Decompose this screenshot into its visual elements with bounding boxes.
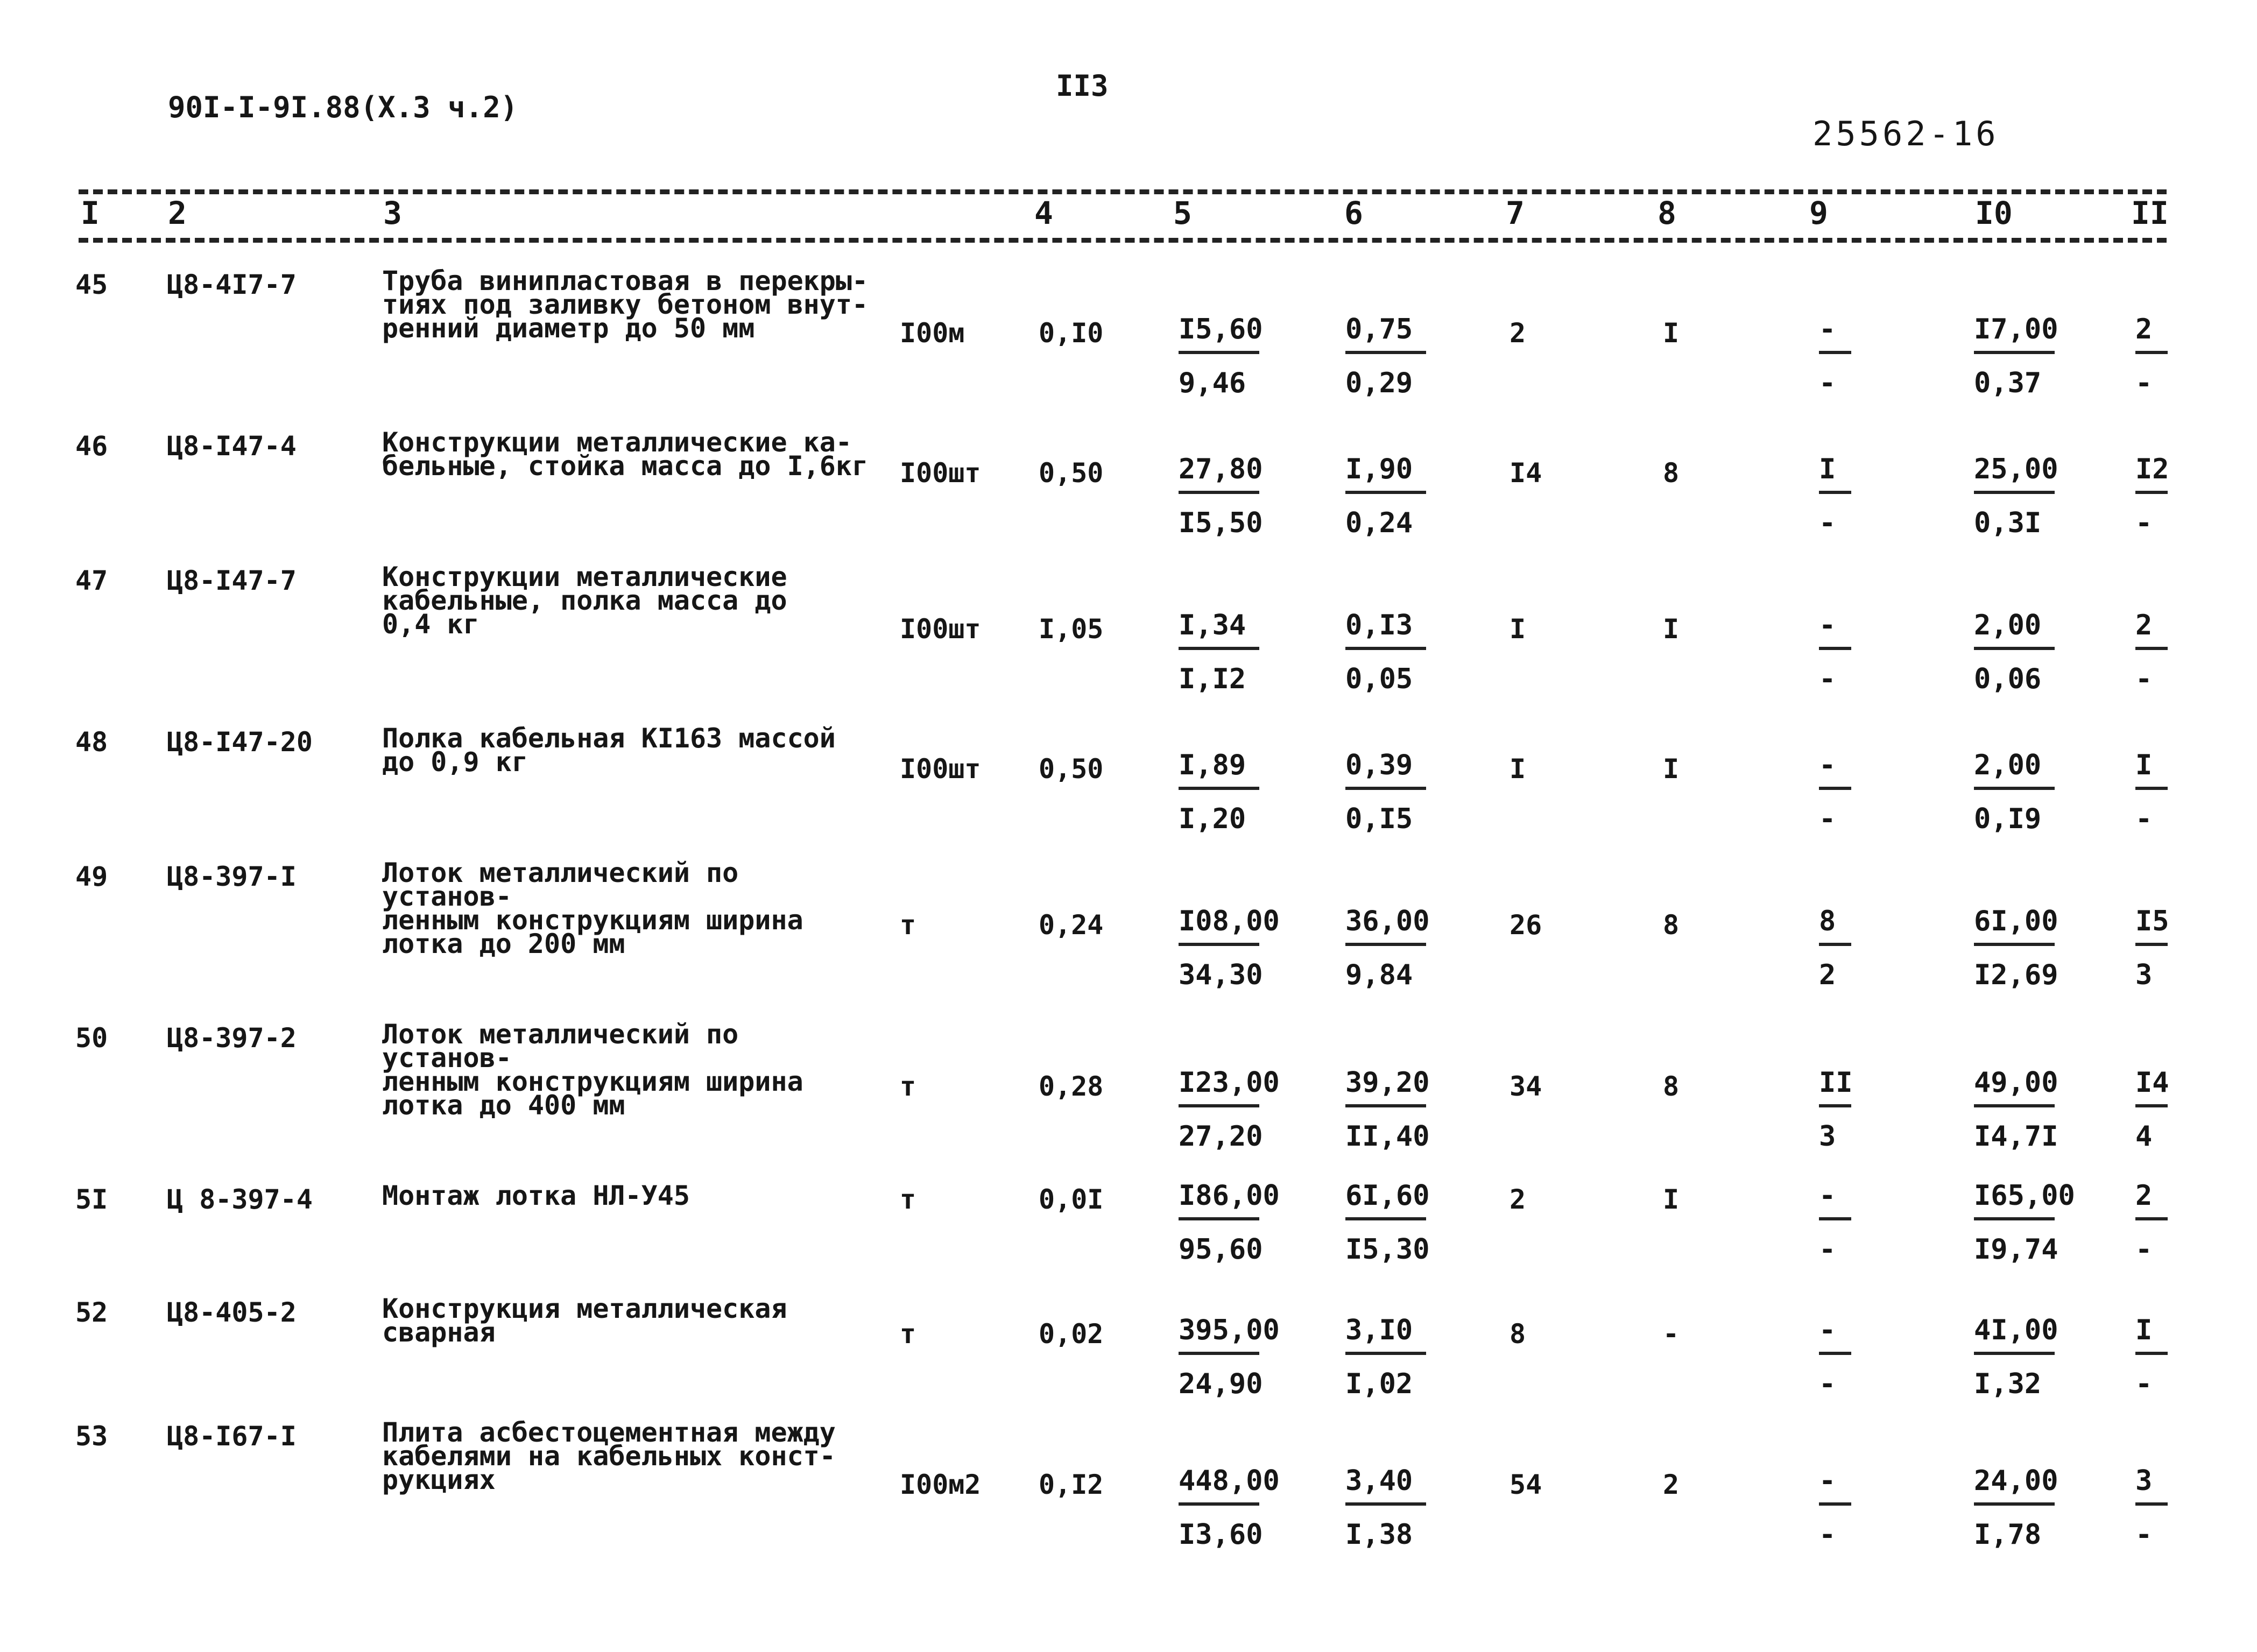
- total-cost: [1974, 905, 2058, 991]
- page-number: II3: [1056, 69, 1109, 103]
- total-cost-denominator: I,32: [1974, 1368, 2042, 1400]
- col11-value-numerator: I: [2135, 749, 2153, 781]
- fraction-bar: [1819, 943, 1851, 946]
- work-description: Полка кабельная КI163 массой до 0,9 кг: [382, 723, 836, 778]
- total-cost: [1974, 453, 2058, 539]
- col11-value-denominator: -: [2135, 1233, 2153, 1266]
- fraction-bar: [1974, 943, 2055, 946]
- wages-per-unit-numerator: I,90: [1345, 453, 1413, 485]
- work-description: Монтаж лотка НЛ-У45: [382, 1180, 690, 1211]
- wages-per-unit: [1345, 313, 1426, 399]
- col11-value-denominator: 4: [2135, 1120, 2153, 1153]
- cost-per-unit-numerator: I,34: [1179, 609, 1246, 641]
- fraction-bar: [1179, 1502, 1259, 1506]
- cost-per-unit-denominator: 24,90: [1179, 1368, 1263, 1400]
- col8-value: 8: [1663, 457, 1680, 489]
- col8-value: -: [1663, 1318, 1680, 1350]
- wages-per-unit: [1345, 609, 1426, 695]
- fraction-bar: [1179, 1104, 1259, 1107]
- cost-per-unit: [1179, 1067, 1280, 1153]
- quantity: I,05: [1039, 613, 1104, 645]
- total-cost-denominator: 0,06: [1974, 663, 2042, 695]
- col9-value-denominator: 3: [1819, 1120, 1836, 1153]
- wages-per-unit-denominator: 0,29: [1345, 367, 1413, 399]
- fraction-bar: [1819, 787, 1851, 790]
- total-cost: [1974, 1180, 2075, 1266]
- total-cost: [1974, 1465, 2058, 1551]
- row-number: 53: [75, 1421, 108, 1452]
- col11-value-denominator: -: [2135, 367, 2153, 399]
- wages-per-unit-denominator: 0,I5: [1345, 803, 1413, 835]
- col9-value-denominator: -: [1819, 367, 1836, 399]
- col9-value-denominator: -: [1819, 803, 1836, 835]
- fraction-bar: [1179, 1352, 1259, 1355]
- wages-per-unit-numerator: 3,I0: [1345, 1314, 1413, 1346]
- col11-value-numerator: 3: [2135, 1465, 2153, 1497]
- cost-per-unit-denominator: I5,50: [1179, 507, 1263, 539]
- wages-per-unit: [1345, 1465, 1426, 1551]
- fraction-bar: [1179, 351, 1259, 354]
- col9-value-numerator: -: [1819, 313, 1836, 345]
- total-cost: [1974, 1067, 2058, 1153]
- col9-value-denominator: -: [1819, 1519, 1836, 1551]
- column-number-1: I: [81, 195, 100, 231]
- work-description: Конструкции металлические кабельные, полка масса до 0,4 кг: [382, 561, 787, 640]
- col7-value: I: [1510, 613, 1526, 645]
- fraction-bar: [1974, 647, 2055, 650]
- cost-per-unit: [1179, 609, 1259, 695]
- rate-code: Ц8-I47-4: [167, 430, 297, 462]
- cost-per-unit-numerator: 395,00: [1179, 1314, 1280, 1346]
- fraction-bar: [1179, 787, 1259, 790]
- cost-per-unit-denominator: I3,60: [1179, 1519, 1263, 1551]
- row-number: 52: [75, 1297, 108, 1328]
- col11-value: [2135, 749, 2168, 835]
- fraction-bar: [1819, 1352, 1851, 1355]
- cost-per-unit-denominator: 95,60: [1179, 1233, 1263, 1266]
- fraction-bar: [1179, 943, 1259, 946]
- wages-per-unit: [1345, 749, 1426, 835]
- col11-value: [2135, 609, 2168, 695]
- col11-value: [2135, 1314, 2168, 1400]
- col11-value-numerator: I5: [2135, 905, 2169, 937]
- cost-per-unit-denominator: I,I2: [1179, 663, 1246, 695]
- cost-per-unit-denominator: 27,20: [1179, 1120, 1263, 1153]
- quantity: 0,50: [1039, 457, 1104, 489]
- col9-value-numerator: -: [1819, 1180, 1836, 1212]
- col11-value-denominator: -: [2135, 1368, 2153, 1400]
- row-number: 50: [75, 1022, 108, 1054]
- cost-per-unit: [1179, 749, 1259, 835]
- unit-of-measure: т: [900, 1184, 916, 1215]
- wages-per-unit-denominator: I5,30: [1345, 1233, 1430, 1266]
- column-number-9: 9: [1809, 195, 1828, 231]
- total-cost-numerator: 6I,00: [1974, 905, 2058, 937]
- col11-value: [2135, 453, 2169, 539]
- col9-value-denominator: -: [1819, 507, 1836, 539]
- column-number-4: 4: [1034, 195, 1053, 231]
- fraction-bar: [1819, 351, 1851, 354]
- fraction-bar: [1345, 1217, 1426, 1220]
- column-number-5: 5: [1173, 195, 1192, 231]
- col7-value: I4: [1510, 457, 1542, 489]
- col9-value-denominator: -: [1819, 663, 1836, 695]
- cost-per-unit-denominator: 34,30: [1179, 959, 1263, 991]
- col8-value: 8: [1663, 1071, 1680, 1102]
- col8-value: I: [1663, 317, 1680, 349]
- col9-value: [1819, 1067, 1853, 1153]
- quantity: 0,02: [1039, 1318, 1104, 1350]
- total-cost-numerator: 49,00: [1974, 1067, 2058, 1099]
- col7-value: 2: [1510, 1184, 1526, 1215]
- unit-of-measure: I00м: [900, 317, 965, 349]
- fraction-bar: [1974, 351, 2055, 354]
- work-description: Конструкция металлическая сварная: [382, 1293, 787, 1348]
- col11-value-denominator: 3: [2135, 959, 2153, 991]
- col11-value-denominator: -: [2135, 663, 2153, 695]
- col7-value: 2: [1510, 317, 1526, 349]
- cost-per-unit-numerator: 448,00: [1179, 1465, 1280, 1497]
- col11-value-denominator: -: [2135, 507, 2153, 539]
- cost-per-unit-numerator: 27,80: [1179, 453, 1263, 485]
- col9-value: [1819, 453, 1851, 539]
- wages-per-unit: [1345, 905, 1430, 991]
- cost-per-unit-denominator: 9,46: [1179, 367, 1246, 399]
- col9-value-denominator: -: [1819, 1233, 1836, 1266]
- quantity: 0,0I: [1039, 1184, 1104, 1215]
- col8-value: 8: [1663, 909, 1680, 941]
- wages-per-unit-denominator: II,40: [1345, 1120, 1430, 1153]
- fraction-bar: [1819, 647, 1851, 650]
- col8-value: I: [1663, 753, 1680, 785]
- unit-of-measure: т: [900, 1071, 916, 1102]
- fraction-bar: [1179, 647, 1259, 650]
- work-description: Лоток металлический по установ- ленным конструкциям ширина лотка до 400 мм: [382, 1019, 803, 1121]
- rate-code: Ц8-4I7-7: [167, 269, 297, 300]
- total-cost: [1974, 1314, 2058, 1400]
- cost-per-unit-numerator: I,89: [1179, 749, 1246, 781]
- work-description: Конструкции металлические ка- бельные, стойка масса до I,6кг: [382, 427, 869, 482]
- col9-value-numerator: -: [1819, 1314, 1836, 1346]
- col9-value-numerator: I: [1819, 453, 1836, 485]
- fraction-bar: [1819, 491, 1851, 494]
- wages-per-unit: [1345, 453, 1426, 539]
- unit-of-measure: I00шт: [900, 753, 981, 785]
- fraction-bar: [2135, 491, 2168, 494]
- cost-per-unit: [1179, 905, 1280, 991]
- total-cost-numerator: I7,00: [1974, 313, 2058, 345]
- cost-per-unit: [1179, 1180, 1280, 1266]
- wages-per-unit: [1345, 1314, 1426, 1400]
- wages-per-unit-numerator: 0,I3: [1345, 609, 1413, 641]
- quantity: 0,I2: [1039, 1469, 1104, 1500]
- total-cost-numerator: 24,00: [1974, 1465, 2058, 1497]
- col7-value: I: [1510, 753, 1526, 785]
- fraction-bar: [1819, 1104, 1851, 1107]
- fraction-bar: [1179, 491, 1259, 494]
- fraction-bar: [1819, 1217, 1851, 1220]
- wages-per-unit-denominator: I,02: [1345, 1368, 1413, 1400]
- cost-per-unit-numerator: I5,60: [1179, 313, 1263, 345]
- unit-of-measure: I00шт: [900, 457, 981, 489]
- row-number: 5I: [75, 1184, 108, 1215]
- fraction-bar: [2135, 1352, 2168, 1355]
- rate-code: Ц 8-397-4: [167, 1184, 313, 1215]
- fraction-bar: [2135, 351, 2168, 354]
- col11-value-numerator: I4: [2135, 1067, 2169, 1099]
- fraction-bar: [1974, 491, 2055, 494]
- unit-of-measure: т: [900, 1318, 916, 1350]
- col11-value: [2135, 313, 2168, 399]
- cost-per-unit-numerator: I86,00: [1179, 1180, 1280, 1212]
- fraction-bar: [1345, 491, 1426, 494]
- wages-per-unit-numerator: 39,20: [1345, 1067, 1430, 1099]
- col8-value: I: [1663, 1184, 1680, 1215]
- col9-value: [1819, 1314, 1851, 1400]
- total-cost-numerator: I65,00: [1974, 1180, 2075, 1212]
- quantity: 0,I0: [1039, 317, 1104, 349]
- col11-value: [2135, 1180, 2168, 1266]
- fraction-bar: [1345, 1104, 1426, 1107]
- total-cost-numerator: 4I,00: [1974, 1314, 2058, 1346]
- col9-value: [1819, 749, 1851, 835]
- fraction-bar: [1345, 1502, 1426, 1506]
- col7-value: 34: [1510, 1071, 1542, 1102]
- col7-value: 26: [1510, 909, 1542, 941]
- fraction-bar: [1345, 943, 1426, 946]
- col11-value: [2135, 1067, 2169, 1153]
- unit-of-measure: т: [900, 909, 916, 941]
- cost-per-unit: [1179, 313, 1263, 399]
- col9-value: [1819, 313, 1851, 399]
- column-number-8: 8: [1658, 195, 1676, 231]
- col11-value-denominator: -: [2135, 803, 2153, 835]
- fraction-bar: [1974, 1104, 2055, 1107]
- row-number: 46: [75, 430, 108, 462]
- rate-code: Ц8-397-I: [167, 861, 297, 892]
- rate-code: Ц8-I47-7: [167, 565, 297, 596]
- total-cost-denominator: I,78: [1974, 1519, 2042, 1551]
- column-number-6: 6: [1344, 195, 1363, 231]
- total-cost-numerator: 25,00: [1974, 453, 2058, 485]
- total-cost: [1974, 313, 2058, 399]
- col9-value-numerator: -: [1819, 1465, 1836, 1497]
- col11-value: [2135, 1465, 2168, 1551]
- col11-value-numerator: 2: [2135, 313, 2153, 345]
- wages-per-unit: [1345, 1180, 1430, 1266]
- column-number-10: I0: [1975, 195, 2013, 231]
- fraction-bar: [1974, 1352, 2055, 1355]
- fraction-bar: [2135, 647, 2168, 650]
- fraction-bar: [2135, 943, 2168, 946]
- unit-of-measure: I00м2: [900, 1469, 981, 1500]
- header-top-rule: [79, 189, 2167, 194]
- quantity: 0,50: [1039, 753, 1104, 785]
- col9-value-denominator: -: [1819, 1368, 1836, 1400]
- fraction-bar: [1345, 351, 1426, 354]
- col9-value: [1819, 1180, 1851, 1266]
- fraction-bar: [2135, 787, 2168, 790]
- column-number-3: 3: [383, 195, 402, 231]
- archive-number: 25562-16: [1812, 114, 1999, 153]
- col11-value-denominator: -: [2135, 1519, 2153, 1551]
- fraction-bar: [1974, 1502, 2055, 1506]
- total-cost-denominator: I2,69: [1974, 959, 2058, 991]
- col11-value: [2135, 905, 2169, 991]
- document-reference: 90I-I-9I.88(X.3 ч.2): [168, 90, 518, 124]
- column-number-2: 2: [168, 195, 187, 231]
- col9-value-numerator: -: [1819, 749, 1836, 781]
- col9-value: [1819, 905, 1851, 991]
- wages-per-unit-numerator: 0,39: [1345, 749, 1413, 781]
- cost-per-unit: [1179, 453, 1263, 539]
- wages-per-unit-denominator: I,38: [1345, 1519, 1413, 1551]
- rate-code: Ц8-I47-20: [167, 726, 313, 758]
- total-cost: [1974, 749, 2055, 835]
- fraction-bar: [1345, 647, 1426, 650]
- work-description: Труба винипластовая в перекры- тиях под заливку бетоном внут- ренний диаметр до 50 мм: [382, 265, 869, 344]
- col9-value-numerator: 8: [1819, 905, 1836, 937]
- col9-value-denominator: 2: [1819, 959, 1836, 991]
- work-description: Лоток металлический по установ- ленным конструкциям ширина лотка до 200 мм: [382, 857, 803, 959]
- wages-per-unit-numerator: 3,40: [1345, 1465, 1413, 1497]
- quantity: 0,28: [1039, 1071, 1104, 1102]
- column-number-11: II: [2131, 195, 2169, 231]
- rate-code: Ц8-405-2: [167, 1297, 297, 1328]
- col8-value: 2: [1663, 1469, 1680, 1500]
- fraction-bar: [1179, 1217, 1259, 1220]
- fraction-bar: [2135, 1104, 2168, 1107]
- col11-value-numerator: I2: [2135, 453, 2169, 485]
- wages-per-unit-denominator: 0,24: [1345, 507, 1413, 539]
- total-cost-denominator: 0,37: [1974, 367, 2042, 399]
- col9-value-numerator: -: [1819, 609, 1836, 641]
- col7-value: 54: [1510, 1469, 1542, 1500]
- header-bottom-rule: [79, 238, 2167, 243]
- wages-per-unit-denominator: 9,84: [1345, 959, 1413, 991]
- col8-value: I: [1663, 613, 1680, 645]
- rate-code: Ц8-I67-I: [167, 1421, 297, 1452]
- total-cost-numerator: 2,00: [1974, 749, 2042, 781]
- wages-per-unit-numerator: 6I,60: [1345, 1180, 1430, 1212]
- total-cost-numerator: 2,00: [1974, 609, 2042, 641]
- column-number-7: 7: [1506, 195, 1525, 231]
- col11-value-numerator: 2: [2135, 609, 2153, 641]
- cost-per-unit: [1179, 1465, 1280, 1551]
- col11-value-numerator: 2: [2135, 1180, 2153, 1212]
- unit-of-measure: I00шт: [900, 613, 981, 645]
- total-cost: [1974, 609, 2055, 695]
- quantity: 0,24: [1039, 909, 1104, 941]
- col9-value: [1819, 609, 1851, 695]
- cost-per-unit: [1179, 1314, 1280, 1400]
- wages-per-unit-numerator: 36,00: [1345, 905, 1430, 937]
- total-cost-denominator: 0,I9: [1974, 803, 2042, 835]
- col11-value-numerator: I: [2135, 1314, 2153, 1346]
- cost-per-unit-numerator: I23,00: [1179, 1067, 1280, 1099]
- row-number: 49: [75, 861, 108, 892]
- fraction-bar: [1819, 1502, 1851, 1506]
- col9-value-numerator: II: [1819, 1067, 1853, 1099]
- total-cost-denominator: 0,3I: [1974, 507, 2042, 539]
- fraction-bar: [2135, 1217, 2168, 1220]
- row-number: 45: [75, 269, 108, 300]
- fraction-bar: [1974, 1217, 2055, 1220]
- row-number: 48: [75, 726, 108, 758]
- col9-value: [1819, 1465, 1851, 1551]
- total-cost-denominator: I9,74: [1974, 1233, 2058, 1266]
- cost-per-unit-denominator: I,20: [1179, 803, 1246, 835]
- rate-code: Ц8-397-2: [167, 1022, 297, 1054]
- cost-per-unit-numerator: I08,00: [1179, 905, 1280, 937]
- fraction-bar: [1974, 787, 2055, 790]
- wages-per-unit-denominator: 0,05: [1345, 663, 1413, 695]
- total-cost-denominator: I4,7I: [1974, 1120, 2058, 1153]
- fraction-bar: [2135, 1502, 2168, 1506]
- fraction-bar: [1345, 1352, 1426, 1355]
- work-description: Плита асбестоцементная между кабелями на кабельных конст- рукциях: [382, 1417, 836, 1495]
- wages-per-unit-numerator: 0,75: [1345, 313, 1413, 345]
- row-number: 47: [75, 565, 108, 596]
- col7-value: 8: [1510, 1318, 1526, 1350]
- wages-per-unit: [1345, 1067, 1430, 1153]
- fraction-bar: [1345, 787, 1426, 790]
